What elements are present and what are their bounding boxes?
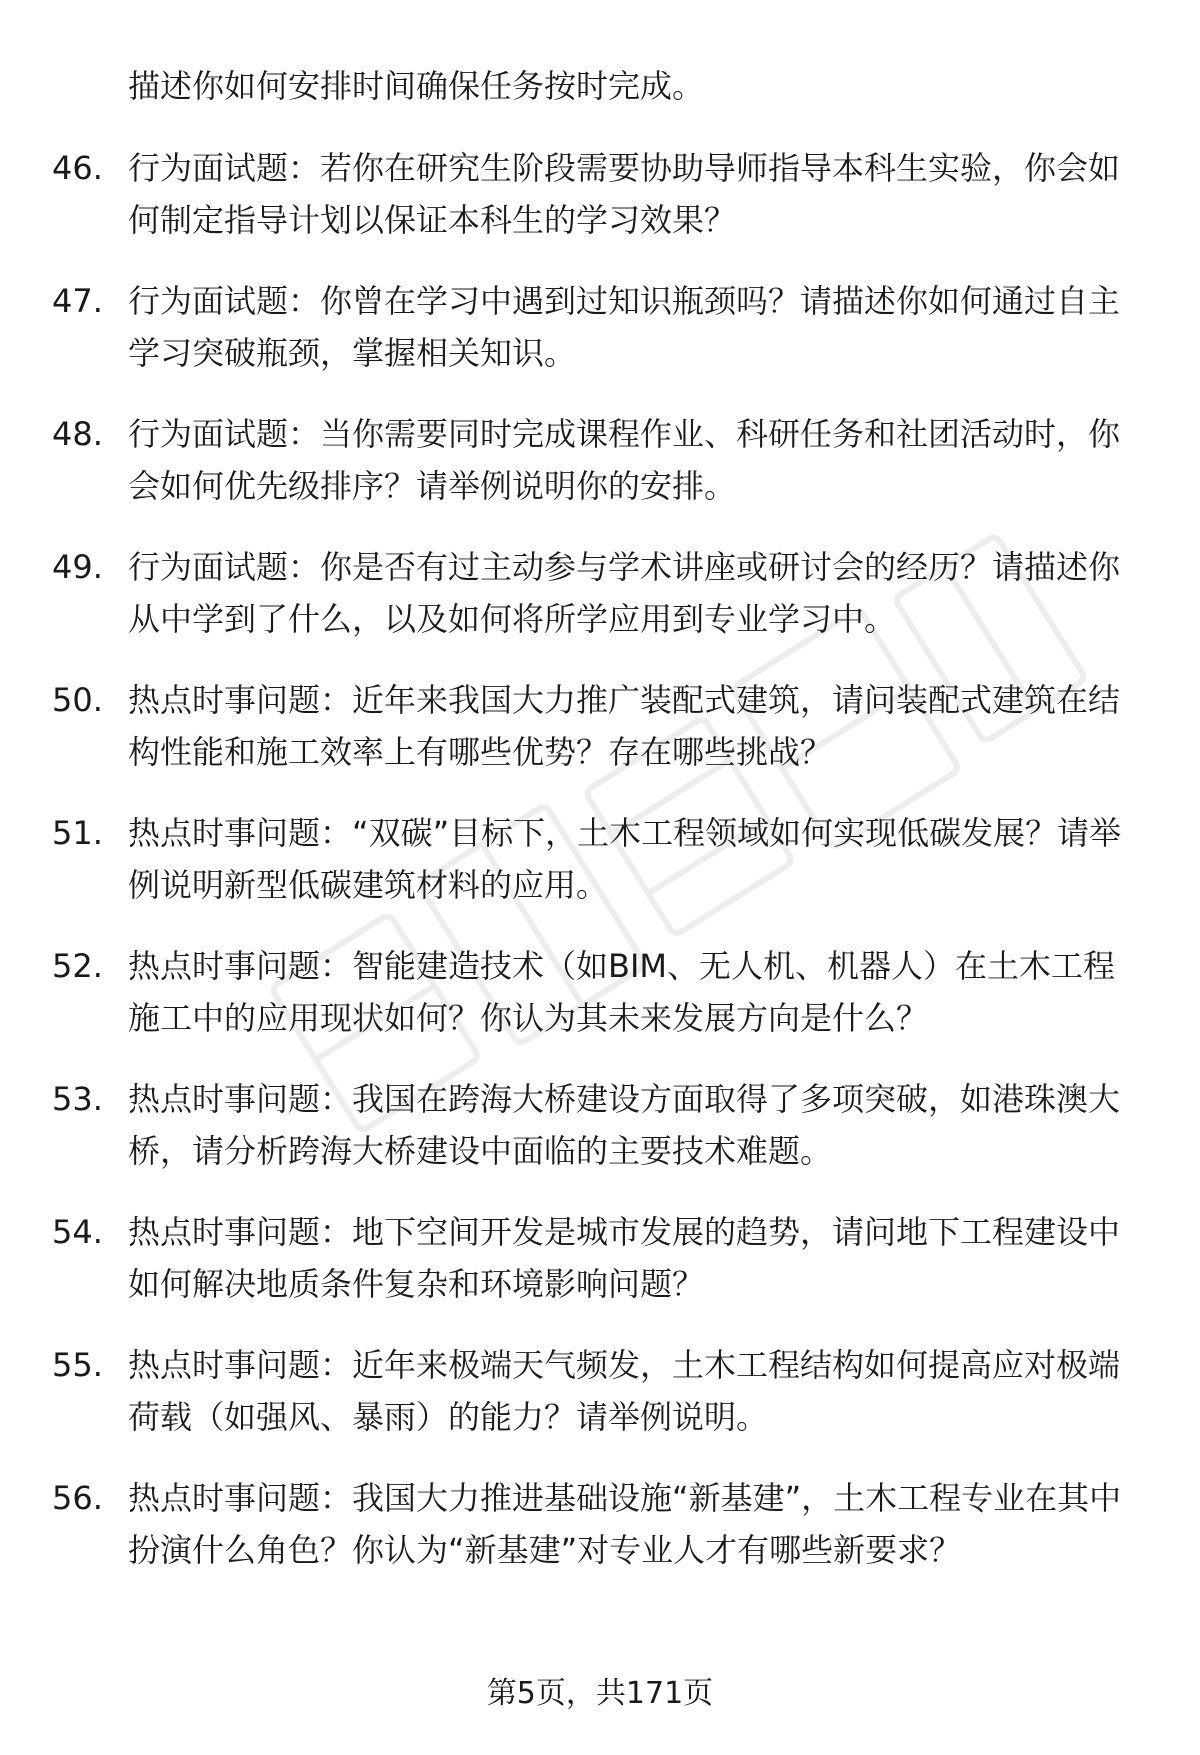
question-text: 热点时事问题：“双碳”目标下，土木工程领域如何实现低碳发展？请举例说明新型低碳建筑材料的应用。 [128,814,1122,904]
question-number: 52. [52,947,103,985]
question-item [0,408,1200,512]
question-item [0,541,1200,645]
question-text: 行为面试题：当你需要同时完成课程作业、科研任务和社团活动时，你会如何优先级排序？请举例说明你的安排。 [128,415,1121,505]
question-text: 热点时事问题：近年来我国大力推广装配式建筑，请问装配式建筑在结构性能和施工效率上有哪些优势？存在哪些挑战？ [128,681,1121,771]
question-text: 行为面试题：若你在研究生阶段需要协助导师指导本科生实验，你会如何制定指导计划以保证本科生的学习效果？ [128,149,1121,239]
question-number: 56. [52,1479,103,1517]
question-text: 热点时事问题：我国在跨海大桥建设方面取得了多项突破，如港珠澳大桥，请分析跨海大桥建设中面临的主要技术难题。 [128,1080,1121,1170]
question-item [0,807,1200,911]
question-list [0,142,1200,1576]
question-number: 46. [52,149,103,187]
question-item [0,674,1200,778]
question-number: 54. [52,1213,103,1251]
question-item [0,1339,1200,1443]
question-item [0,1073,1200,1177]
question-item [0,940,1200,1044]
question-text: 热点时事问题：地下空间开发是城市发展的趋势，请问地下工程建设中如何解决地质条件复杂和环境影响问题？ [128,1213,1121,1303]
question-number: 48. [52,415,103,453]
question-item [0,1206,1200,1310]
question-number: 49. [52,548,103,586]
question-text: 热点时事问题：我国大力推进基础设施“新基建”，土木工程专业在其中扮演什么角色？你认为“新基建”对专业人才有哪些新要求？ [128,1479,1122,1569]
question-number: 47. [52,282,103,320]
continuation-paragraph: 描述你如何安排时间确保任务按时完成。 [128,67,705,105]
page-footer: 第5页，共171页 [486,1676,714,1711]
question-number: 55. [52,1346,103,1384]
question-text: 热点时事问题：智能建造技术（如BIM、无人机、机器人）在土木工程施工中的应用现状如何？你认为其未来发展方向是什么？ [128,947,1116,1037]
question-number: 50. [52,681,103,719]
question-text: 行为面试题：你是否有过主动参与学术讲座或研讨会的经历？请描述你从中学到了什么，以及如何将所学应用到专业学习中。 [128,548,1121,638]
question-text: 行为面试题：你曾在学习中遇到过知识瓶颈吗？请描述你如何通过自主学习突破瓶颈，掌握相关知识。 [128,282,1121,372]
question-item [0,1472,1200,1576]
question-item [0,275,1200,379]
question-number: 53. [52,1080,103,1118]
document-body [0,60,1200,1605]
question-text: 热点时事问题：近年来极端天气频发，土木工程结构如何提高应对极端荷载（如强风、暴雨）的能力？请举例说明。 [128,1346,1121,1436]
question-item [0,142,1200,246]
question-number: 51. [52,814,103,852]
